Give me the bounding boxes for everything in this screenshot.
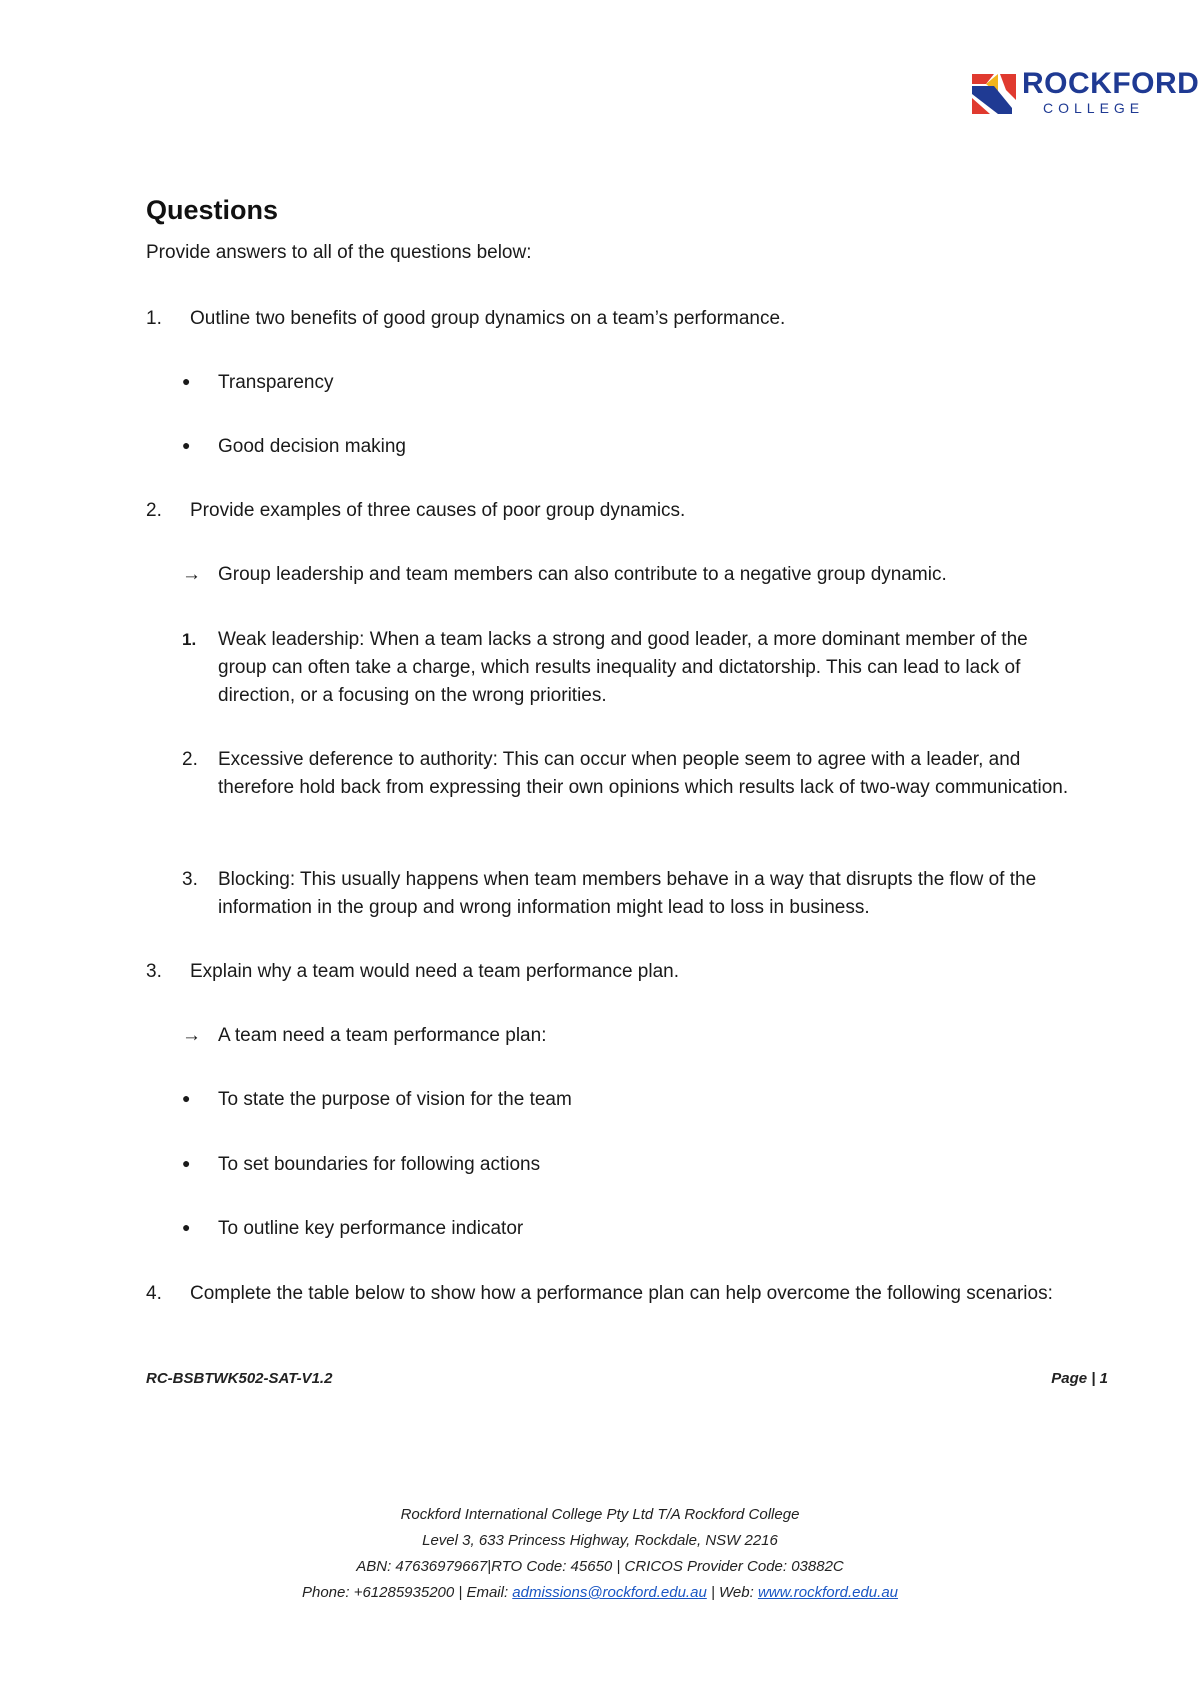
question-number: 4.: [146, 1283, 162, 1304]
bullet-icon: ●: [182, 1219, 191, 1235]
answer-text: Transparency: [218, 372, 334, 393]
answer-text: Blocking: This usually happens when team members behave in a way that disrupts the flow of the information in the group and wrong information might lead to loss in business.: [218, 869, 1037, 918]
bullet-icon: ●: [182, 1155, 191, 1171]
footer-address: Level 3, 633 Princess Highway, Rockdale, NSW 2216: [422, 1532, 778, 1549]
footer-codes: ABN: 47636979667|RTO Code: 45650 | CRICOS Provider Code: 03882C: [356, 1558, 844, 1575]
bullet-icon: ●: [182, 437, 191, 453]
footer-company: Rockford International College Pty Ltd T/A Rockford College: [400, 1506, 800, 1523]
page-title: Questions: [146, 195, 279, 225]
bullet-icon: ●: [182, 1090, 191, 1106]
footer-phone: Phone: +61285935200 | Email:: [301, 1584, 513, 1601]
question-text: Explain why a team would need a team performance plan.: [190, 961, 679, 982]
arrow-right-icon: →: [182, 564, 201, 585]
arrow-right-icon: →: [182, 1025, 201, 1046]
document-code: RC-BSBTWK502-SAT-V1.2: [146, 1370, 333, 1387]
answer-text: To set boundaries for following actions: [218, 1154, 541, 1175]
list-number: 2.: [182, 749, 198, 770]
list-number: 3.: [182, 869, 198, 890]
question-number: 1.: [146, 308, 162, 329]
question-text: Outline two benefits of good group dynamics on a team’s performance.: [190, 308, 786, 329]
logo-wordmark-secondary: COLLEGE: [1043, 100, 1145, 116]
answer-text: Excessive deference to authority: This can occur when people seem to agree with a leader, and therefore hold back from expressing their own opinions which results lack of two-way communication.: [218, 749, 1069, 798]
answer-text: Weak leadership: When a team lacks a strong and good leader, a more dominant member of the group can often take a charge, which results inequality and dictatorship. This can lead to lack of direction, or a focusing on the wrong priorities.: [218, 629, 1028, 706]
question-number: 3.: [146, 961, 162, 982]
footer-contact: [0, 1583, 1200, 1603]
logo-wordmark-primary: ROCKFORD: [1022, 67, 1200, 100]
bullet-icon: ●: [182, 373, 191, 389]
rockford-logo: [972, 67, 1200, 118]
list-number: 1.: [182, 630, 197, 649]
question-number: 2.: [146, 500, 162, 521]
page-number: Page | 1: [1051, 1370, 1108, 1387]
footer-web-label: | Web:: [706, 1584, 758, 1601]
answer-text: To state the purpose of vision for the team: [218, 1089, 572, 1110]
answer-text: Group leadership and team members can also contribute to a negative group dynamic.: [218, 564, 947, 585]
web-link[interactable]: www.rockford.edu.au: [757, 1584, 899, 1601]
answer-text: A team need a team performance plan:: [218, 1025, 547, 1046]
rockford-logo-icon: [972, 70, 1016, 114]
answer-text: To outline key performance indicator: [218, 1218, 524, 1239]
question-text: Complete the table below to show how a performance plan can help overcome the following scenarios:: [190, 1283, 1053, 1304]
email-link[interactable]: admissions@rockford.edu.au: [512, 1584, 707, 1601]
answer-text: Good decision making: [218, 436, 406, 457]
question-text: Provide examples of three causes of poor group dynamics.: [190, 500, 686, 521]
intro-text: Provide answers to all of the questions below:: [146, 242, 532, 263]
